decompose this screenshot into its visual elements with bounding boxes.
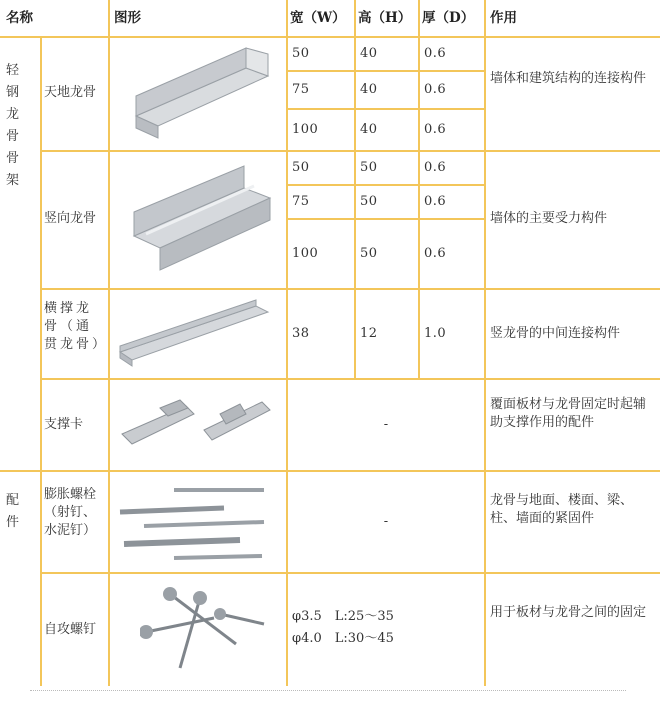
cell-thickness: 0.6 bbox=[424, 82, 447, 97]
cell-thickness: 0.6 bbox=[424, 46, 447, 61]
cell-thickness: 0.6 bbox=[424, 122, 447, 137]
cell-width: 50 bbox=[292, 160, 310, 175]
item-function: 龙骨与地面、楼面、梁、柱、墙面的紧固件 bbox=[490, 493, 634, 526]
ceiling-floor-keel-image bbox=[128, 46, 276, 142]
cell-height: 50 bbox=[360, 160, 378, 175]
cell-width: 100 bbox=[292, 122, 319, 137]
item-function: 墙体和建筑结构的连接构件 bbox=[490, 71, 647, 86]
vertical-keel-image bbox=[124, 164, 276, 274]
item-name: 支撑卡 bbox=[44, 417, 84, 432]
cell-height: 50 bbox=[360, 246, 378, 261]
header-figure: 图形 bbox=[114, 10, 141, 26]
header-height: 高（H） bbox=[358, 10, 412, 26]
dash: - bbox=[383, 417, 389, 432]
cell-height: 40 bbox=[360, 122, 378, 137]
cell-width: 50 bbox=[292, 46, 310, 61]
cell-thickness: 0.6 bbox=[424, 246, 447, 261]
cell-thickness: 1.0 bbox=[424, 326, 447, 341]
header-width: 宽（W） bbox=[290, 10, 346, 26]
cell-width: 38 bbox=[292, 326, 310, 341]
group-parts-label: 配 件 bbox=[6, 493, 20, 530]
group-frame-label: 轻 钢 龙 骨 骨 架 bbox=[6, 63, 20, 188]
item-name: 自攻螺钉 bbox=[44, 622, 97, 637]
item-name: 横撑龙骨（通贯龙骨） bbox=[44, 301, 109, 352]
item-function: 墙体的主要受力构件 bbox=[490, 211, 608, 226]
header-thickness: 厚（D） bbox=[422, 10, 475, 26]
spec-line: φ4.0 L:30～45 bbox=[292, 631, 394, 646]
bottom-dotted-rule bbox=[30, 690, 626, 691]
cell-height: 12 bbox=[360, 326, 378, 341]
cell-height: 40 bbox=[360, 82, 378, 97]
cell-height: 50 bbox=[360, 194, 378, 209]
cell-width: 100 bbox=[292, 246, 319, 261]
item-name: 竖向龙骨 bbox=[44, 211, 97, 226]
dash: - bbox=[383, 514, 389, 529]
self-tapping-screw-image bbox=[140, 584, 268, 674]
cell-thickness: 0.6 bbox=[424, 160, 447, 175]
header-function: 作用 bbox=[490, 10, 517, 26]
support-clip-image bbox=[116, 394, 274, 456]
item-name: 天地龙骨 bbox=[44, 85, 97, 100]
spec-line: φ3.5 L:25～35 bbox=[292, 609, 394, 624]
cell-height: 40 bbox=[360, 46, 378, 61]
item-name: 膨胀螺栓（射钉、水泥钉） bbox=[44, 487, 97, 538]
item-function: 用于板材与龙骨之间的固定 bbox=[490, 605, 647, 620]
cell-width: 75 bbox=[292, 194, 310, 209]
item-function: 竖龙骨的中间连接构件 bbox=[490, 326, 621, 341]
item-function: 覆面板材与龙骨固定时起辅助支撑作用的配件 bbox=[490, 397, 647, 430]
expansion-bolt-image bbox=[114, 482, 270, 566]
cell-width: 75 bbox=[292, 82, 310, 97]
cross-brace-keel-image bbox=[116, 298, 272, 368]
header-name: 名称 bbox=[6, 10, 33, 26]
cell-thickness: 0.6 bbox=[424, 194, 447, 209]
